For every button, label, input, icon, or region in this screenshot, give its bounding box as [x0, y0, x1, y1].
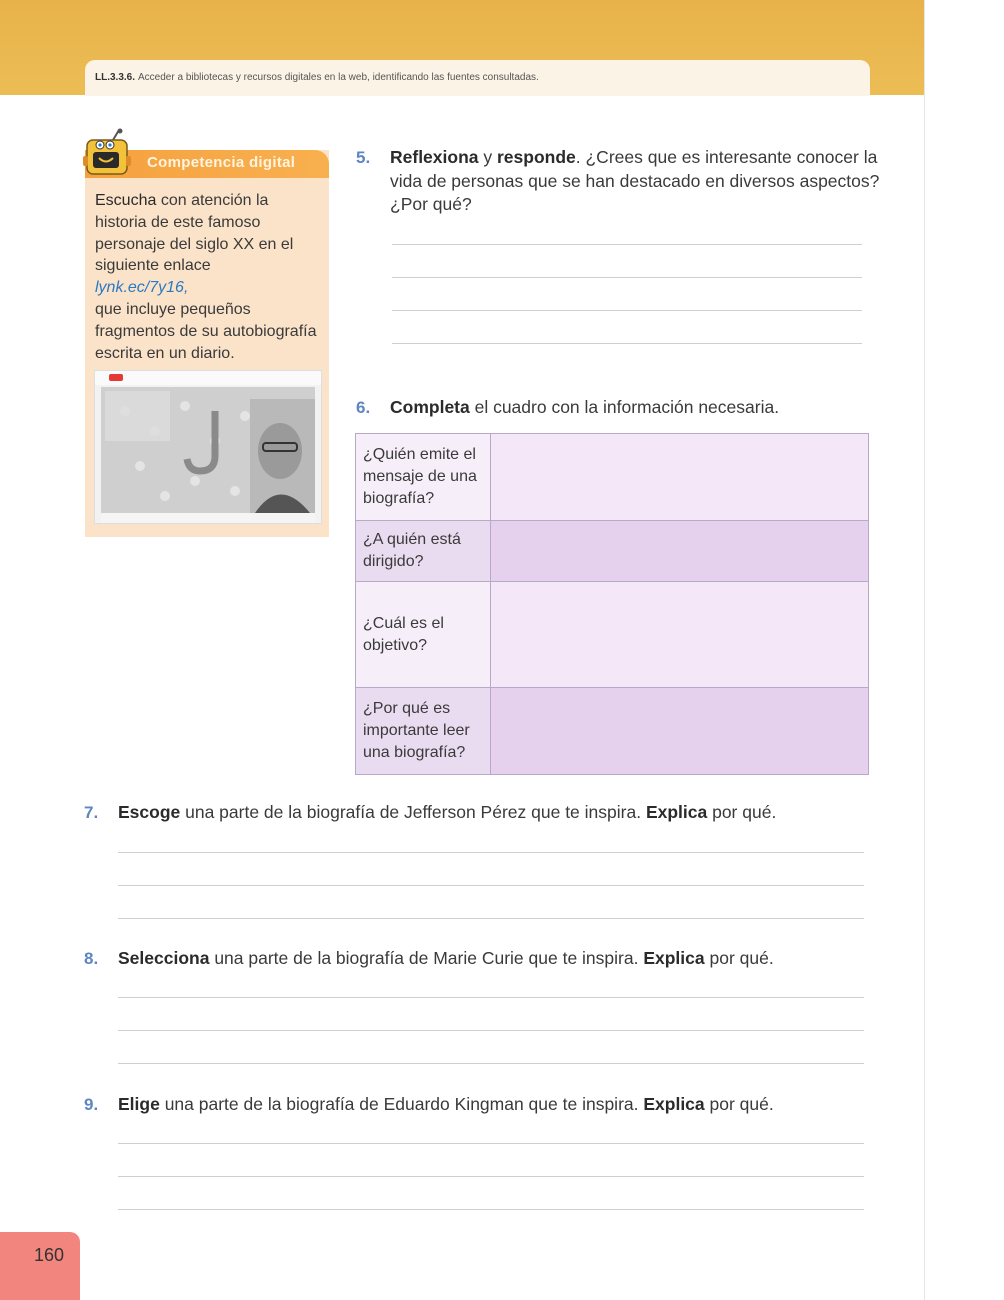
answer-line[interactable] [118, 1063, 864, 1064]
objective-code: LL.3.3.6. [95, 72, 136, 83]
table-question-line: ¿Cuál es el [363, 614, 444, 632]
video-thumbnail[interactable] [94, 370, 322, 524]
q7-bold-verb: Escoge [118, 802, 181, 822]
q6-rest: el cuadro con la información necesaria. [469, 397, 780, 417]
table-answer-cell[interactable] [491, 688, 869, 775]
q5-line: vida de personas que se han destacado en diversos aspectos? [390, 170, 880, 191]
q9-rest: por qué. [704, 1094, 774, 1114]
question-5-text [390, 146, 880, 217]
question-6-text [390, 396, 779, 420]
page-number: 160 [34, 1245, 65, 1265]
answer-line[interactable] [118, 918, 864, 919]
answer-line[interactable] [118, 1209, 864, 1210]
video-link[interactable]: lynk.ec/7y16 [95, 279, 184, 297]
answer-line[interactable] [392, 343, 862, 344]
answer-line[interactable] [118, 1030, 864, 1031]
q7-bold-verb-2: Explica [645, 802, 708, 822]
q9-bold-verb: Elige [118, 1094, 160, 1114]
table-question [356, 521, 491, 582]
answer-line[interactable] [118, 1176, 864, 1177]
page-margin [924, 0, 1004, 1300]
question-number: 5. [356, 148, 371, 167]
q5-line: ¿Por qué? [390, 194, 472, 214]
objective-bar [85, 60, 870, 96]
sidebar-line: fragmentos de su autobiografía [95, 322, 317, 340]
q8-rest: por qué. [704, 948, 774, 968]
q8-bold-verb: Selecciona [118, 948, 210, 968]
table-question-line: ¿Quién emite el [363, 446, 476, 464]
sidebar-line: historia de este famoso [95, 213, 261, 231]
question-8-text [118, 947, 774, 971]
table-row [356, 434, 869, 521]
objective-description: Acceder a bibliotecas y recursos digitales en la web, identificando las fuentes consultadas. [138, 72, 539, 83]
objective-text [95, 72, 539, 83]
answer-line[interactable] [392, 310, 862, 311]
table-question-line: importante leer [363, 722, 470, 740]
table-answer-cell[interactable] [491, 521, 869, 582]
sidebar-bold-verb: Escucha [95, 192, 157, 209]
q9-text-middle: una parte de la biografía de Eduardo Kingman que te inspira. [159, 1094, 644, 1114]
question-number: 9. [84, 1095, 99, 1114]
answer-line[interactable] [118, 1143, 864, 1144]
table-row [356, 582, 869, 688]
link-comma: , [183, 279, 189, 297]
question-number: 6. [356, 398, 371, 417]
question-number: 8. [84, 949, 99, 968]
q8-bold-verb-2: Explica [643, 948, 705, 968]
sidebar-line: siguiente enlace [95, 257, 211, 275]
question-number: 7. [84, 803, 99, 822]
table-question-line: ¿A quién está [363, 531, 461, 549]
table-question-line: mensaje de una [363, 468, 477, 486]
table-answer-cell[interactable] [491, 582, 869, 688]
table-answer-cell[interactable] [491, 434, 869, 521]
question-9-text [118, 1093, 774, 1117]
answer-line[interactable] [118, 997, 864, 998]
video-thumbnail-image [95, 371, 321, 523]
sidebar-line: que incluye pequeños [95, 300, 251, 318]
q6-bold-verb: Completa [390, 397, 470, 417]
q7-rest: por qué. [707, 802, 777, 822]
q8-text-middle: una parte de la biografía de Marie Curie que te inspira. [209, 948, 644, 968]
q5-line: . ¿Crees que es interesante conocer la [575, 147, 878, 167]
question-7-text [118, 801, 776, 825]
table-question-line: objetivo? [363, 636, 428, 654]
q5-bold-verb-2: responde [496, 147, 576, 167]
sidebar-line: personaje del siglo XX en el [95, 235, 294, 253]
table-question [356, 434, 491, 521]
sidebar-line: con atención la [156, 192, 269, 209]
table-question [356, 582, 491, 688]
digital-competence-text [95, 190, 325, 364]
answer-line[interactable] [392, 277, 862, 278]
q9-bold-verb-2: Explica [643, 1094, 705, 1114]
sidebar-line: escrita en un diario. [95, 344, 235, 362]
robot-icon [83, 128, 135, 180]
table-question-line: ¿Por qué es [363, 700, 451, 718]
biography-table [355, 433, 869, 775]
q5-bold-verb: Reflexiona [390, 147, 479, 167]
table-question-line: una biografía? [363, 743, 466, 761]
digital-competence-title: Competencia digital [147, 154, 296, 171]
q7-text-middle: una parte de la biografía de Jefferson Pérez que te inspira. [180, 802, 646, 822]
answer-line[interactable] [118, 852, 864, 853]
table-question-line: dirigido? [363, 553, 424, 570]
answer-line[interactable] [392, 244, 862, 245]
table-question-line: biografía? [363, 489, 435, 507]
table-row [356, 688, 869, 775]
digital-competence-box [85, 150, 329, 537]
table-row [356, 521, 869, 582]
answer-line[interactable] [118, 885, 864, 886]
page-number-tab [0, 1232, 80, 1300]
table-question [356, 688, 491, 775]
q5-connector: y [478, 147, 497, 167]
